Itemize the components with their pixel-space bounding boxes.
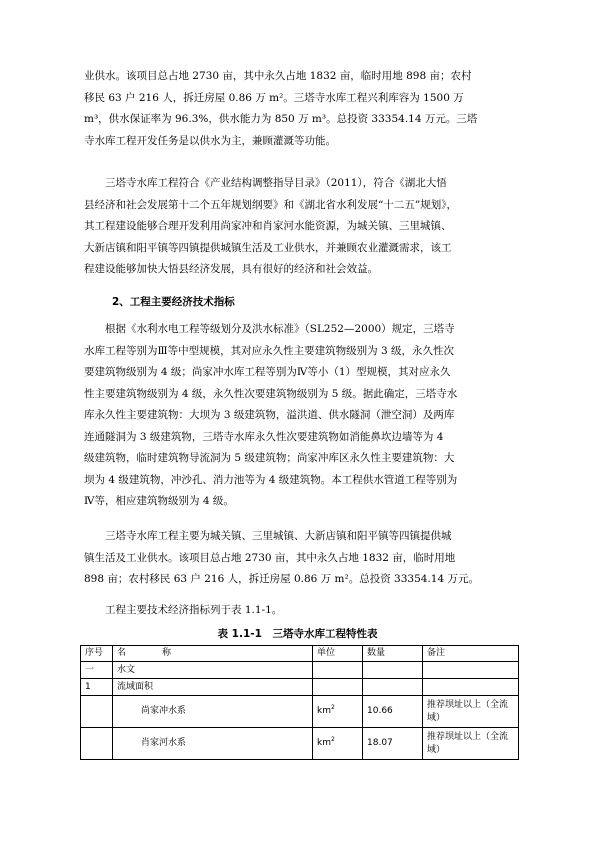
table-row — [81, 679, 519, 696]
cell-unit — [313, 679, 363, 696]
text-line: 其工程建设能够合理开发利用尚家冲和肖家河水能资源，为城关镇、三里城镇、 — [84, 220, 452, 232]
paragraph-table-reference — [84, 600, 509, 622]
table-row — [81, 696, 519, 728]
cell-note: 推荐坝址以上（全流域） — [423, 696, 519, 728]
text-line: 工程主要技术经济指标列于表 1.1-1。 — [84, 604, 283, 616]
unit-text: km — [317, 706, 331, 716]
cell-unit — [313, 662, 363, 679]
text-line: 三塔寺水库工程主要为城关镇、三里城镇、大新店镇和阳平镇等四镇提供城 — [84, 530, 452, 542]
header-unit: 单位 — [313, 646, 363, 662]
specification-table — [80, 645, 519, 760]
text-line: Ⅳ等，相应建筑物级别为 4 级。 — [84, 495, 234, 507]
header-no: 序号 — [81, 646, 113, 662]
cell-quantity: 18.07 — [363, 728, 423, 760]
cell-no: 1 — [81, 679, 113, 696]
paragraph-policy-compliance — [84, 173, 509, 281]
header-name: 名 称 — [113, 646, 313, 662]
text-line: 要建筑物级别为 4 级；尚家冲水库工程等别为Ⅳ等小（1）型规模，其对应永久 — [84, 366, 451, 378]
cell-no — [81, 696, 113, 728]
section-heading: 2、工程主要经济技术指标 — [112, 296, 235, 308]
cell-note — [423, 679, 519, 696]
table-row — [81, 662, 519, 679]
cell-name: 肖家河水系 — [113, 728, 313, 760]
text-line: 898 亩；农村移民 63 户 216 人，拆迁房屋 0.86 万 m²。总投资 33354.14 万元。 — [84, 573, 479, 585]
cell-no: 一 — [81, 662, 113, 679]
cell-quantity: 10.66 — [363, 696, 423, 728]
cell-name: 尚家冲水系 — [113, 696, 313, 728]
text-line: 根据《水利水电工程等级划分及洪水标准》（SL252—2000）规定，三塔寺 — [84, 323, 455, 335]
cell-no — [81, 728, 113, 760]
text-line: 程建设能够加快大悟县经济发展，具有很好的经济和社会效益。 — [84, 263, 378, 275]
header-note: 备注 — [423, 646, 519, 662]
paragraph-engineering-grade — [84, 319, 509, 513]
text-line: 大新店镇和阳平镇等四镇提供城镇生活及工业供水，并兼顾农业灌溉需求，该工 — [84, 241, 452, 254]
cell-quantity — [363, 679, 423, 696]
text-line: 水库工程等别为Ⅲ等中型规模，其对应永久性主要建筑物级别为 3 级，永久性次 — [84, 344, 454, 357]
cell-name: 流域面积 — [113, 679, 313, 696]
text-line: 连通隧洞为 3 级建筑物，三塔寺水库永久性次要建筑物如消能鼻坎边墙等为 4 — [84, 430, 444, 443]
unit-text: km — [317, 738, 331, 748]
text-line: 镇生活及工业供水。该项目总占地 2730 亩，其中永久占地 1832 亩，临时用地 — [84, 551, 456, 564]
table-row — [81, 728, 519, 760]
header-quantity: 数量 — [363, 646, 423, 662]
text-line: 县经济和社会发展第十二个五年规划纲要》和《湖北省水利发展“十二五”规划》， — [84, 198, 457, 211]
text-line: 移民 63 户 216 人，拆迁房屋 0.86 万 m²。三塔寺水库工程兴利库容为 1500 万 — [84, 91, 464, 104]
table-header-row — [81, 646, 519, 662]
text-line: 业供水。该项目总占地 2730 亩，其中永久占地 1832 亩，临时用地 898 亩；农村 — [84, 70, 472, 82]
cell-unit: $km^2$ — [313, 728, 363, 760]
cell-name: 水文 — [113, 662, 313, 679]
cell-note: 推荐坝址以上（全流域） — [423, 728, 519, 760]
text-line: 级建筑物，临时建筑物导流洞为 5 级建筑物；尚家冲库区永久性主要建筑物：大 — [84, 452, 455, 464]
text-line: 性主要建筑物级别为 4 级，永久性次要建筑物级别为 5 级。据此确定，三塔寺水 — [84, 387, 458, 400]
text-line: 坝为 4 级建筑物，冲沙孔、消力池等为 4 级建筑物。本工程供水管道工程等别为 — [84, 473, 458, 486]
text-line: 三塔寺水库工程符合《产业结构调整指导目录》（2011），符合《湖北大悟 — [84, 177, 447, 189]
table-caption: 表 1.1-1 三塔寺水库工程特性表 — [217, 628, 378, 640]
paragraph-project-summary — [84, 66, 509, 152]
cell-unit: $km^2$ — [313, 696, 363, 728]
cell-quantity — [363, 662, 423, 679]
text-line: 寺水库工程开发任务是以供水为主，兼顾灌溉等功能。 — [84, 134, 336, 147]
text-line: m³，供水保证率为 96.3%，供水能力为 850 万 m³。总投资 33354.14 万元。三塔 — [84, 113, 478, 125]
cell-note — [423, 662, 519, 679]
paragraph-water-supply — [84, 526, 509, 591]
text-line: 库永久性主要建筑物：大坝为 3 级建筑物，溢洪道、供水隧洞（泄空洞）及两库 — [84, 409, 455, 421]
